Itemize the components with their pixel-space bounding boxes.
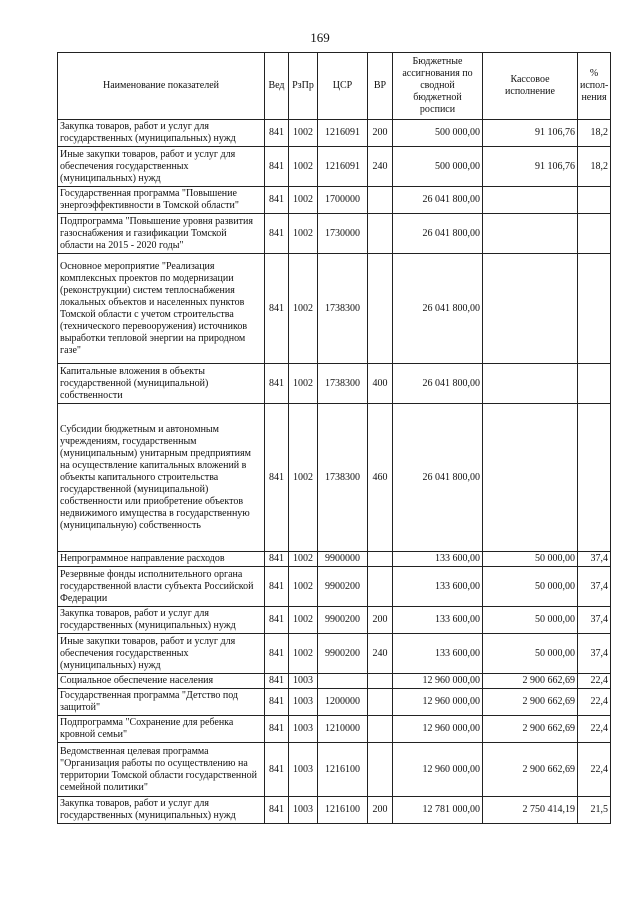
cell-percent — [578, 254, 611, 364]
cell-cash-execution: 50 000,00 — [483, 634, 578, 674]
cell-cash-execution — [483, 254, 578, 364]
cell-assignments: 26 041 800,00 — [393, 364, 483, 404]
cell-vr — [368, 689, 393, 716]
cell-name: Подпрограмма "Сохранение для ребенка кровной семьи" — [58, 716, 265, 743]
table-row — [58, 364, 611, 404]
cell-name: Подпрограмма "Повышение уровня развития газоснабжения и газификации Томской области на 2015 - 2020 годы" — [58, 214, 265, 254]
cell-cash-execution: 91 106,76 — [483, 120, 578, 147]
cell-ved: 841 — [265, 254, 289, 364]
cell-rzpr: 1003 — [289, 674, 318, 689]
cell-ved: 841 — [265, 674, 289, 689]
cell-rzpr: 1003 — [289, 797, 318, 824]
cell-csr: 1216100 — [318, 743, 368, 797]
table-row — [58, 567, 611, 607]
cell-rzpr: 1002 — [289, 552, 318, 567]
cell-vr — [368, 716, 393, 743]
cell-assignments: 26 041 800,00 — [393, 404, 483, 552]
cell-vr — [368, 552, 393, 567]
cell-ved: 841 — [265, 552, 289, 567]
cell-percent: 22,4 — [578, 674, 611, 689]
cell-name: Капитальные вложения в объекты государственной (муниципальной) собственности — [58, 364, 265, 404]
cell-percent: 18,2 — [578, 120, 611, 147]
cell-vr — [368, 743, 393, 797]
cell-cash-execution: 50 000,00 — [483, 567, 578, 607]
cell-percent: 37,4 — [578, 607, 611, 634]
cell-vr — [368, 674, 393, 689]
table-row — [58, 214, 611, 254]
cell-assignments: 133 600,00 — [393, 567, 483, 607]
cell-ved: 841 — [265, 404, 289, 552]
table-row — [58, 716, 611, 743]
cell-csr: 1216100 — [318, 797, 368, 824]
table-row — [58, 404, 611, 552]
header-assignments: Бюджетные ассигнования по сводной бюджетной росписи — [393, 53, 483, 120]
cell-cash-execution — [483, 214, 578, 254]
cell-name: Государственная программа "Повышение энергоэффективности в Томской области" — [58, 187, 265, 214]
cell-name: Закупка товаров, работ и услуг для государственных (муниципальных) нужд — [58, 797, 265, 824]
cell-ved: 841 — [265, 214, 289, 254]
cell-rzpr: 1003 — [289, 716, 318, 743]
cell-percent — [578, 187, 611, 214]
cell-rzpr: 1002 — [289, 404, 318, 552]
cell-name: Ведомственная целевая программа "Организация работы по осуществлению на территории Томской области государственной семейной политики" — [58, 743, 265, 797]
cell-ved: 841 — [265, 147, 289, 187]
cell-cash-execution: 91 106,76 — [483, 147, 578, 187]
table-row — [58, 797, 611, 824]
table-row — [58, 147, 611, 187]
table-row — [58, 187, 611, 214]
cell-ved: 841 — [265, 743, 289, 797]
cell-assignments: 500 000,00 — [393, 120, 483, 147]
cell-csr: 9900200 — [318, 607, 368, 634]
cell-name: Резервные фонды исполнительного органа государственной власти субъекта Российской Федерации — [58, 567, 265, 607]
cell-name: Социальное обеспечение населения — [58, 674, 265, 689]
cell-name: Государственная программа "Детство под защитой" — [58, 689, 265, 716]
cell-cash-execution — [483, 364, 578, 404]
page-number: 169 — [310, 30, 330, 45]
cell-assignments: 26 041 800,00 — [393, 254, 483, 364]
table-row — [58, 120, 611, 147]
cell-rzpr: 1003 — [289, 689, 318, 716]
cell-assignments: 26 041 800,00 — [393, 187, 483, 214]
cell-vr — [368, 187, 393, 214]
cell-assignments: 12 960 000,00 — [393, 674, 483, 689]
cell-percent: 22,4 — [578, 716, 611, 743]
cell-cash-execution: 50 000,00 — [483, 552, 578, 567]
header-ved: Вед — [265, 53, 289, 120]
cell-csr: 1738300 — [318, 404, 368, 552]
cell-csr: 1738300 — [318, 254, 368, 364]
cell-csr: 9900200 — [318, 634, 368, 674]
cell-cash-execution: 2 900 662,69 — [483, 674, 578, 689]
cell-vr: 200 — [368, 607, 393, 634]
cell-vr — [368, 214, 393, 254]
header-csr: ЦСР — [318, 53, 368, 120]
cell-name: Непрограммное направление расходов — [58, 552, 265, 567]
cell-cash-execution — [483, 187, 578, 214]
table-row — [58, 674, 611, 689]
cell-rzpr: 1002 — [289, 120, 318, 147]
cell-csr: 9900000 — [318, 552, 368, 567]
cell-rzpr: 1002 — [289, 567, 318, 607]
cell-cash-execution: 2 900 662,69 — [483, 689, 578, 716]
header-vr: ВР — [368, 53, 393, 120]
cell-name: Закупка товаров, работ и услуг для государственных (муниципальных) нужд — [58, 120, 265, 147]
cell-ved: 841 — [265, 634, 289, 674]
cell-percent — [578, 404, 611, 552]
cell-csr: 1738300 — [318, 364, 368, 404]
cell-ved: 841 — [265, 607, 289, 634]
cell-rzpr: 1002 — [289, 607, 318, 634]
cell-percent: 18,2 — [578, 147, 611, 187]
cell-percent: 22,4 — [578, 689, 611, 716]
cell-csr: 1216091 — [318, 147, 368, 187]
cell-ved: 841 — [265, 716, 289, 743]
cell-csr: 1200000 — [318, 689, 368, 716]
cell-rzpr: 1002 — [289, 364, 318, 404]
cell-percent: 22,4 — [578, 743, 611, 797]
cell-assignments: 12 960 000,00 — [393, 743, 483, 797]
cell-csr: 1216091 — [318, 120, 368, 147]
cell-assignments: 12 781 000,00 — [393, 797, 483, 824]
cell-assignments: 500 000,00 — [393, 147, 483, 187]
table-row — [58, 607, 611, 634]
cell-csr: 1700000 — [318, 187, 368, 214]
cell-ved: 841 — [265, 364, 289, 404]
header-cash-execution: Кассовое исполнение — [483, 53, 578, 120]
cell-name: Иные закупки товаров, работ и услуг для обеспечения государственных (муниципальных) нужд — [58, 147, 265, 187]
cell-name: Закупка товаров, работ и услуг для государственных (муниципальных) нужд — [58, 607, 265, 634]
cell-rzpr: 1003 — [289, 743, 318, 797]
cell-ved: 841 — [265, 797, 289, 824]
cell-assignments: 133 600,00 — [393, 552, 483, 567]
table-header-row — [58, 53, 611, 120]
cell-rzpr: 1002 — [289, 187, 318, 214]
cell-rzpr: 1002 — [289, 147, 318, 187]
cell-cash-execution: 2 750 414,19 — [483, 797, 578, 824]
cell-vr: 200 — [368, 120, 393, 147]
cell-vr — [368, 567, 393, 607]
cell-cash-execution: 2 900 662,69 — [483, 716, 578, 743]
cell-cash-execution: 50 000,00 — [483, 607, 578, 634]
header-name: Наименование показателей — [58, 53, 265, 120]
cell-ved: 841 — [265, 120, 289, 147]
table-row — [58, 689, 611, 716]
cell-cash-execution — [483, 404, 578, 552]
cell-percent — [578, 364, 611, 404]
cell-assignments: 12 960 000,00 — [393, 689, 483, 716]
cell-assignments: 133 600,00 — [393, 607, 483, 634]
cell-csr: 1210000 — [318, 716, 368, 743]
table-row — [58, 254, 611, 364]
cell-assignments: 133 600,00 — [393, 634, 483, 674]
table-row — [58, 552, 611, 567]
cell-vr — [368, 254, 393, 364]
cell-csr: 9900200 — [318, 567, 368, 607]
cell-csr — [318, 674, 368, 689]
cell-vr: 240 — [368, 147, 393, 187]
header-rzpr: РзПр — [289, 53, 318, 120]
cell-percent: 37,4 — [578, 634, 611, 674]
cell-ved: 841 — [265, 689, 289, 716]
cell-ved: 841 — [265, 567, 289, 607]
budget-table — [57, 52, 611, 824]
cell-assignments: 12 960 000,00 — [393, 716, 483, 743]
cell-name: Основное мероприятие "Реализация комплексных проектов по модернизации (реконструкции) систем теплоснабжения локальных объектов и населенных пунктов Томской области с учетом строительства (технического перевооружения) источников выработки тепловой энергии на природном газе" — [58, 254, 265, 364]
cell-rzpr: 1002 — [289, 254, 318, 364]
cell-percent — [578, 214, 611, 254]
table-row — [58, 634, 611, 674]
cell-percent: 37,4 — [578, 552, 611, 567]
cell-percent: 37,4 — [578, 567, 611, 607]
table-row — [58, 743, 611, 797]
header-percent: % испол- нения — [578, 53, 611, 120]
cell-name: Субсидии бюджетным и автономным учреждениям, государственным (муниципальным) унитарным предприятиям на осуществление капитальных вложений в объекты капитального строительства государственной (муниципальной) собственности или приобретение объектов недвижимого имущества в государственную (муниципальную) собственность — [58, 404, 265, 552]
cell-csr: 1730000 — [318, 214, 368, 254]
cell-percent: 21,5 — [578, 797, 611, 824]
cell-ved: 841 — [265, 187, 289, 214]
cell-name: Иные закупки товаров, работ и услуг для обеспечения государственных (муниципальных) нужд — [58, 634, 265, 674]
cell-vr: 240 — [368, 634, 393, 674]
cell-vr: 200 — [368, 797, 393, 824]
cell-vr: 460 — [368, 404, 393, 552]
table-body — [58, 120, 611, 824]
cell-rzpr: 1002 — [289, 634, 318, 674]
cell-vr: 400 — [368, 364, 393, 404]
cell-cash-execution: 2 900 662,69 — [483, 743, 578, 797]
cell-rzpr: 1002 — [289, 214, 318, 254]
cell-assignments: 26 041 800,00 — [393, 214, 483, 254]
